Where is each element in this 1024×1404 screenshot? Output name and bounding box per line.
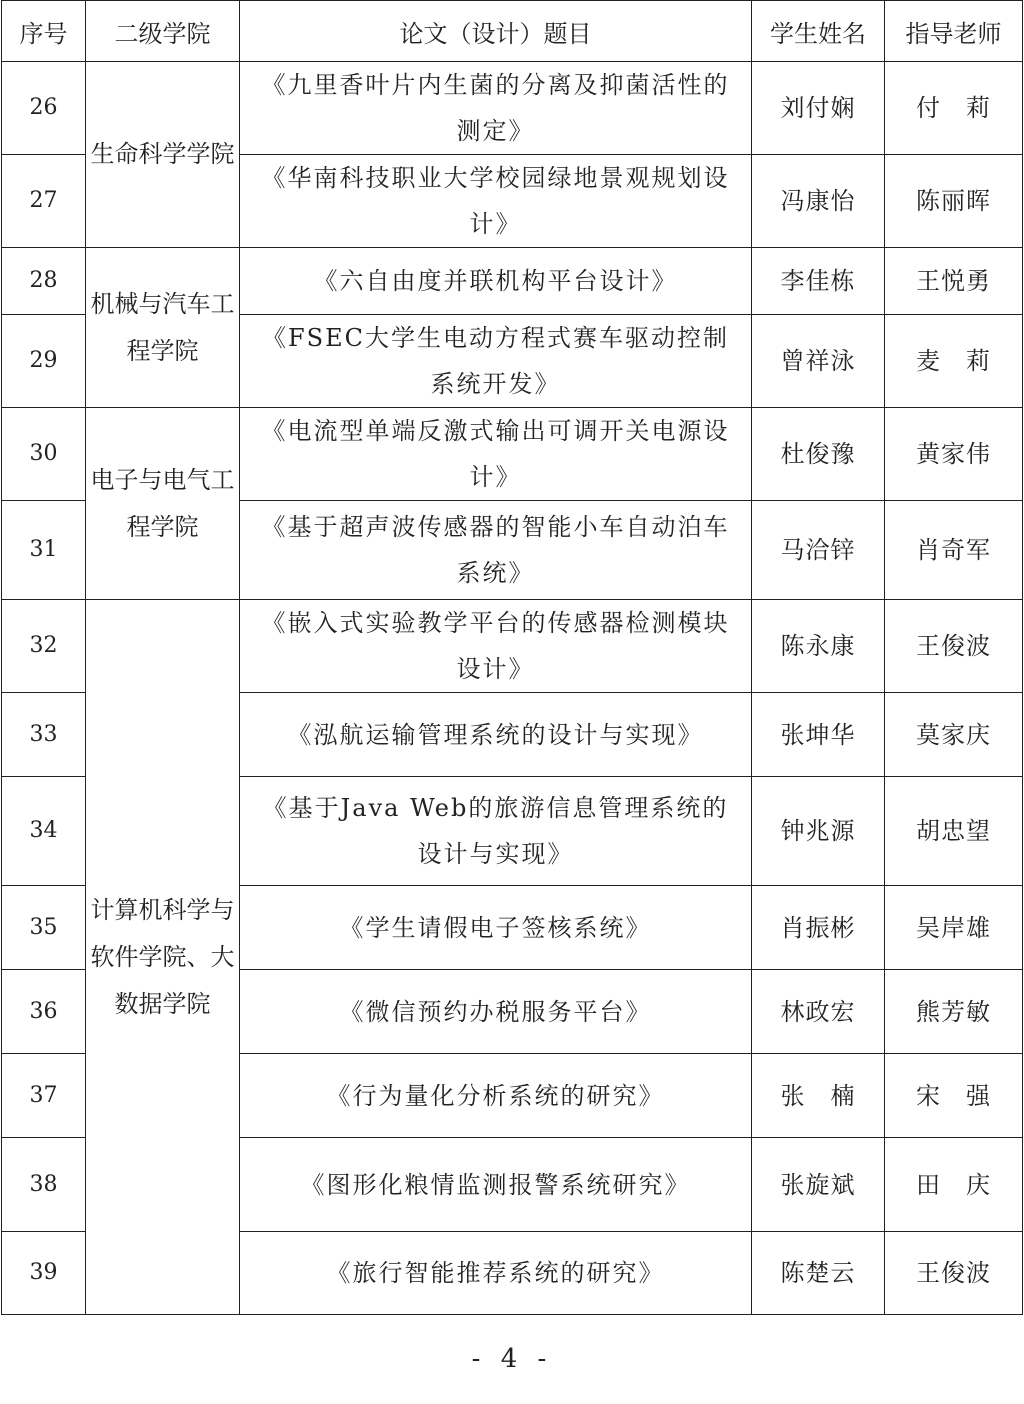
student-name: 钟兆源: [752, 777, 885, 886]
thesis-list-table: [1, 0, 1023, 1315]
thesis-title: 《电流型单端反激式输出可调开关电源设计》: [240, 408, 752, 501]
advisor-name: 王俊波: [885, 1232, 1023, 1315]
advisor-name: 宋 强: [885, 1054, 1023, 1138]
student-name: 陈永康: [752, 600, 885, 693]
row-number: 38: [2, 1138, 86, 1232]
student-name: 肖振彬: [752, 886, 885, 970]
thesis-title: 《行为量化分析系统的研究》: [240, 1054, 752, 1138]
row-number: 34: [2, 777, 86, 886]
advisor-name: 莫家庆: [885, 693, 1023, 777]
row-number: 39: [2, 1232, 86, 1315]
advisor-name: 陈丽晖: [885, 155, 1023, 248]
student-name: 陈楚云: [752, 1232, 885, 1315]
thesis-title: 《基于Java Web的旅游信息管理系统的设计与实现》: [240, 777, 752, 886]
student-name: 林政宏: [752, 970, 885, 1054]
student-name: 张旋斌: [752, 1138, 885, 1232]
table-row: [2, 248, 1023, 315]
college-cell: 电子与电气工程学院: [86, 408, 240, 600]
row-number: 26: [2, 62, 86, 155]
student-name: 李佳栋: [752, 248, 885, 315]
thesis-title: 《基于超声波传感器的智能小车自动泊车系统》: [240, 501, 752, 600]
row-number: 36: [2, 970, 86, 1054]
college-cell: 生命科学学院: [86, 62, 240, 248]
table-row: [2, 408, 1023, 501]
header-college: 二级学院: [86, 1, 240, 62]
advisor-name: 王俊波: [885, 600, 1023, 693]
table-header-row: [2, 1, 1023, 62]
thesis-title: 《泓航运输管理系统的设计与实现》: [240, 693, 752, 777]
student-name: 杜俊豫: [752, 408, 885, 501]
advisor-name: 付 莉: [885, 62, 1023, 155]
row-number: 37: [2, 1054, 86, 1138]
college-cell: 机械与汽车工程学院: [86, 248, 240, 408]
row-number: 28: [2, 248, 86, 315]
student-name: 冯康怡: [752, 155, 885, 248]
student-name: 张坤华: [752, 693, 885, 777]
advisor-name: 熊芳敏: [885, 970, 1023, 1054]
row-number: 35: [2, 886, 86, 970]
thesis-title: 《微信预约办税服务平台》: [240, 970, 752, 1054]
thesis-title: 《学生请假电子签核系统》: [240, 886, 752, 970]
thesis-title: 《嵌入式实验教学平台的传感器检测模块设计》: [240, 600, 752, 693]
header-advisor: 指导老师: [885, 1, 1023, 62]
student-name: 曾祥泳: [752, 315, 885, 408]
header-index: 序号: [2, 1, 86, 62]
row-number: 29: [2, 315, 86, 408]
advisor-name: 田 庆: [885, 1138, 1023, 1232]
college-cell: 计算机科学与软件学院、大数据学院: [86, 600, 240, 1315]
row-number: 32: [2, 600, 86, 693]
advisor-name: 吴岸雄: [885, 886, 1023, 970]
row-number: 31: [2, 501, 86, 600]
student-name: 马洽锌: [752, 501, 885, 600]
advisor-name: 胡忠望: [885, 777, 1023, 886]
row-number: 30: [2, 408, 86, 501]
thesis-title: 《图形化粮情监测报警系统研究》: [240, 1138, 752, 1232]
table-row: [2, 600, 1023, 693]
advisor-name: 王悦勇: [885, 248, 1023, 315]
page-number: - 4 -: [471, 1344, 553, 1374]
advisor-name: 黄家伟: [885, 408, 1023, 501]
thesis-title: 《六自由度并联机构平台设计》: [240, 248, 752, 315]
table-row: [2, 62, 1023, 155]
row-number: 33: [2, 693, 86, 777]
header-student: 学生姓名: [752, 1, 885, 62]
row-number: 27: [2, 155, 86, 248]
thesis-title: 《FSEC大学生电动方程式赛车驱动控制系统开发》: [240, 315, 752, 408]
student-name: 张 楠: [752, 1054, 885, 1138]
thesis-title: 《华南科技职业大学校园绿地景观规划设计》: [240, 155, 752, 248]
thesis-title: 《九里香叶片内生菌的分离及抑菌活性的测定》: [240, 62, 752, 155]
advisor-name: 麦 莉: [885, 315, 1023, 408]
header-title: 论文（设计）题目: [240, 1, 752, 62]
thesis-title: 《旅行智能推荐系统的研究》: [240, 1232, 752, 1315]
student-name: 刘付娴: [752, 62, 885, 155]
advisor-name: 肖奇军: [885, 501, 1023, 600]
